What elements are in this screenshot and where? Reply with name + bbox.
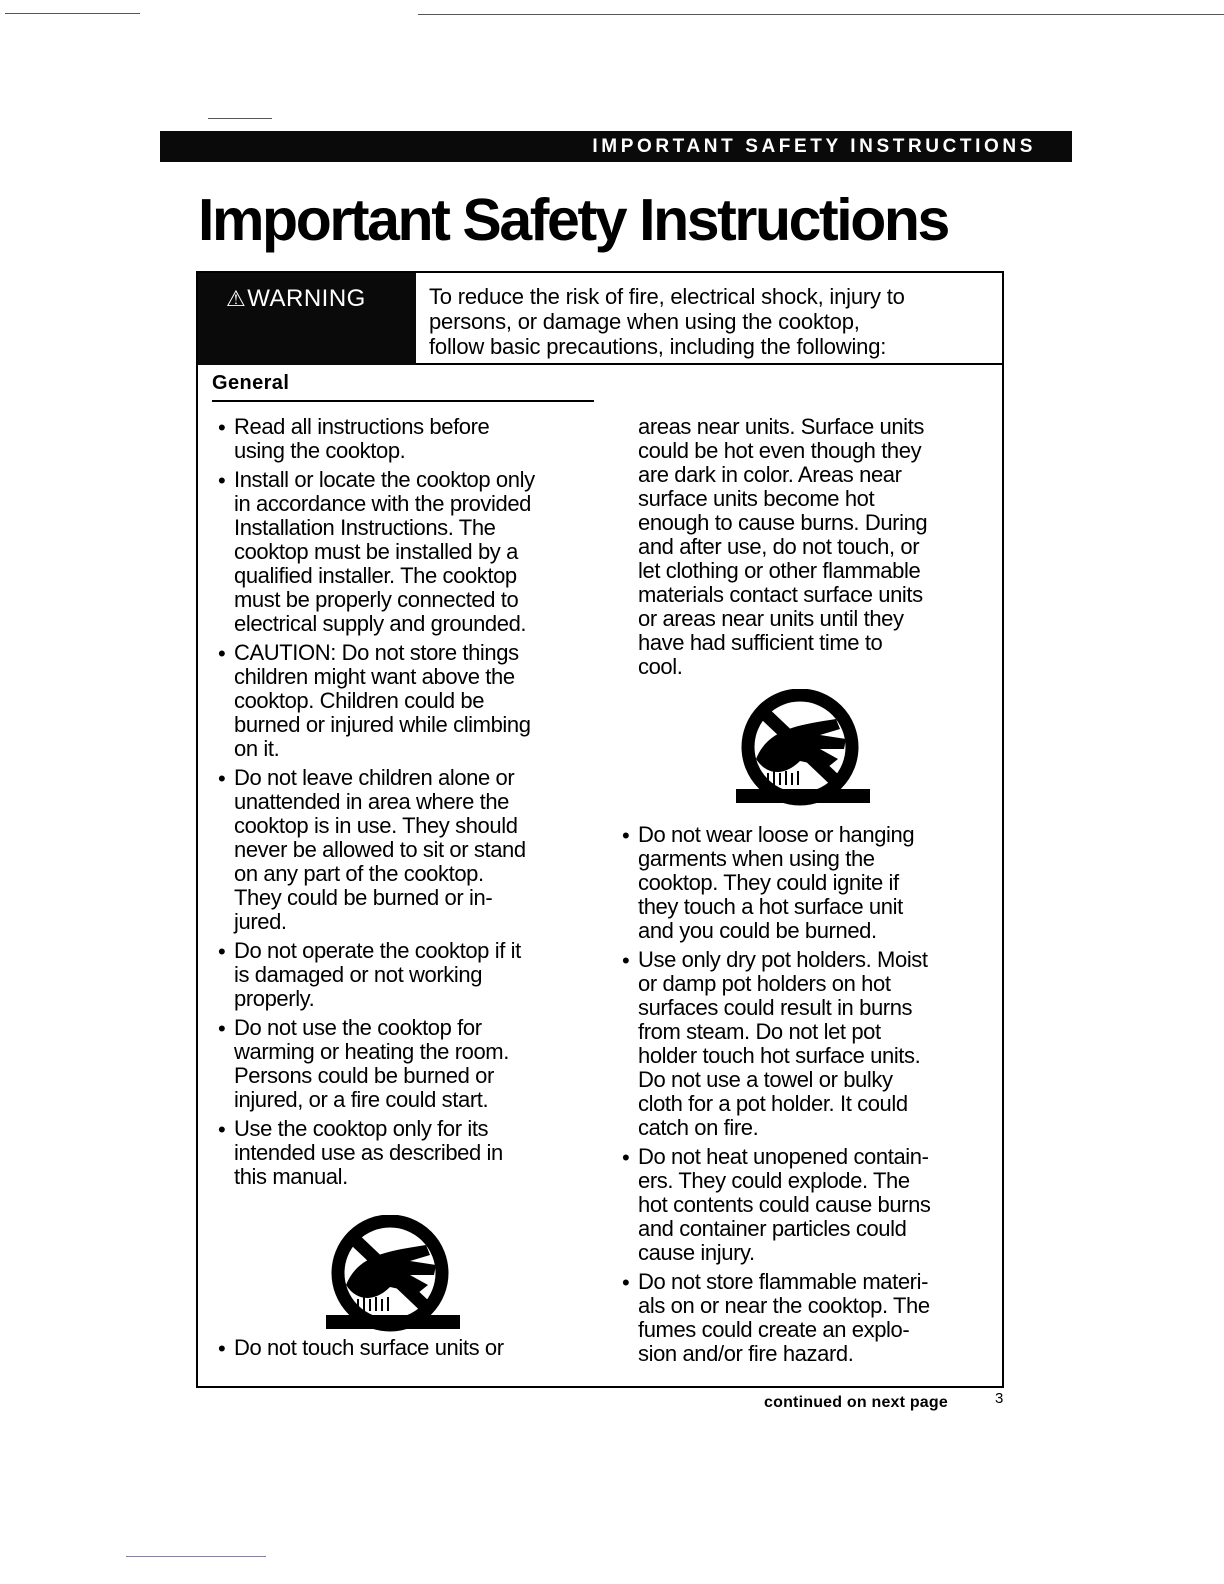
text-line: never be allowed to sit or stand: [234, 837, 526, 862]
text-line: jured.: [234, 909, 287, 934]
bullet-dot-icon: •: [622, 948, 630, 973]
text-line: Do not wear loose or hanging: [638, 822, 915, 847]
text-line: from steam. Do not let pot: [638, 1019, 881, 1044]
text-line: burned or injured while climbing: [234, 712, 531, 737]
bullet-dot-icon: •: [218, 641, 226, 666]
text-line: They could be burned or in-: [234, 885, 493, 910]
text-line: warming or heating the room.: [234, 1039, 509, 1064]
bullet-item: [616, 823, 1000, 943]
text-line: electrical supply and grounded.: [234, 611, 527, 636]
scan-line-small: [208, 118, 272, 119]
text-line: Install or locate the cooktop only: [234, 467, 535, 492]
text-line: children might want above the: [234, 664, 515, 689]
bullet-dot-icon: •: [218, 1016, 226, 1041]
header-banner: IMPORTANT SAFETY INSTRUCTIONS: [160, 131, 1072, 162]
text-line: Do not store flammable materi-: [638, 1269, 928, 1294]
text-line: are dark in color. Areas near: [638, 462, 902, 487]
text-line: Do not touch surface units or: [234, 1335, 504, 1360]
text-line: Do not heat unopened contain-: [638, 1144, 929, 1169]
bullet-item: [212, 766, 602, 934]
bullet-item: [616, 1145, 1000, 1265]
bullet-dot-icon: •: [218, 415, 226, 440]
warning-text-line: persons, or damage when using the cooktop,: [429, 309, 860, 334]
text-line: Persons could be burned or: [234, 1063, 494, 1088]
text-line: Do not use the cooktop for: [234, 1015, 482, 1040]
text-line: or areas near units until they: [638, 606, 904, 631]
text-line: ers. They could explode. The: [638, 1168, 910, 1193]
bullet-dot-icon: •: [218, 1117, 226, 1142]
text-line: and after use, do not touch, or: [638, 534, 920, 559]
text-line: CAUTION: Do not store things: [234, 640, 519, 665]
bullet-item: [616, 1270, 1000, 1366]
bullet-item: [212, 939, 602, 1011]
text-line: and container particles could: [638, 1216, 907, 1241]
text-line: properly.: [234, 986, 315, 1011]
no-touching-hot-surface-icon: [318, 1215, 468, 1330]
text-line: on any part of the cooktop.: [234, 861, 484, 886]
text-line: this manual.: [234, 1164, 348, 1189]
text-line: sion and/or fire hazard.: [638, 1341, 854, 1366]
text-line: Read all instructions before: [234, 414, 490, 439]
warning-text-line: follow basic precautions, including the following:: [429, 334, 887, 359]
bullet-item: [212, 415, 602, 463]
bullet-dot-icon: •: [218, 468, 226, 493]
bullet-dot-icon: •: [622, 1270, 630, 1295]
warning-triangle-icon: ⚠: [226, 286, 247, 311]
text-line: on it.: [234, 736, 280, 761]
text-line: enough to cause burns. During: [638, 510, 928, 535]
bullet-item: [212, 1336, 602, 1360]
bullet-dot-icon: •: [218, 939, 226, 964]
text-line: or damp pot holders on hot: [638, 971, 891, 996]
text-line: they touch a hot surface unit: [638, 894, 903, 919]
text-line: fumes could create an explo-: [638, 1317, 910, 1342]
bullet-item: [616, 948, 1000, 1140]
text-line: unattended in area where the: [234, 789, 510, 814]
text-line: cloth for a pot holder. It could: [638, 1091, 908, 1116]
text-line: is damaged or not working: [234, 962, 483, 987]
text-line: catch on fire.: [638, 1115, 759, 1140]
bullet-item: [212, 1117, 602, 1189]
bullet-item: [212, 641, 602, 761]
text-line: Use the cooktop only for its: [234, 1116, 489, 1141]
page-title: Important Safety Instructions: [198, 187, 948, 253]
text-line: Do not operate the cooktop if it: [234, 938, 521, 963]
section-heading: General: [212, 372, 594, 402]
text-line: using the cooktop.: [234, 438, 406, 463]
text-line: injured, or a fire could start.: [234, 1087, 489, 1112]
text-line: and you could be burned.: [638, 918, 877, 943]
warning-label-text: WARNING: [247, 285, 366, 312]
text-line: cooktop. They could ignite if: [638, 870, 899, 895]
text-line: must be properly connected to: [234, 587, 519, 612]
text-line: materials contact surface units: [638, 582, 923, 607]
warning-text-line: To reduce the risk of fire, electrical shock, injury to: [429, 284, 905, 309]
text-line: surface units become hot: [638, 486, 875, 511]
bullet-dot-icon: •: [622, 823, 630, 848]
text-line: cooktop. Children could be: [234, 688, 485, 713]
text-line: have had sufficient time to: [638, 630, 883, 655]
continued-text: [616, 415, 1000, 679]
bullet-item: [212, 468, 602, 636]
bullet-dot-icon: •: [218, 766, 226, 791]
text-line: Installation Instructions. The: [234, 515, 496, 540]
bullet-dot-icon: •: [622, 1145, 630, 1170]
no-loose-clothing-icon: [728, 689, 878, 817]
page-number: 3: [995, 1390, 1004, 1407]
left-column: [212, 415, 602, 1365]
text-line: surfaces could result in burns: [638, 995, 913, 1020]
text-line: in accordance with the provided: [234, 491, 532, 516]
text-line: hot contents could cause burns: [638, 1192, 931, 1217]
text-line: cooktop is in use. They should: [234, 813, 518, 838]
text-line: could be hot even though they: [638, 438, 922, 463]
bullet-dot-icon: •: [218, 1336, 226, 1361]
text-line: Do not leave children alone or: [234, 765, 515, 790]
continued-notice: continued on next page: [764, 1394, 948, 1411]
text-line: cool.: [638, 654, 683, 679]
text-line: areas near units. Surface units: [638, 414, 924, 439]
text-line: als on or near the cooktop. The: [638, 1293, 930, 1318]
right-column: [616, 415, 1000, 1371]
scan-line-bottom: [126, 1556, 266, 1557]
text-line: Use only dry pot holders. Moist: [638, 947, 928, 972]
text-line: garments when using the: [638, 846, 875, 871]
text-line: cooktop must be installed by a: [234, 539, 518, 564]
warning-text: [416, 273, 1002, 365]
warning-label: [198, 273, 416, 365]
bullet-item: [212, 1016, 602, 1112]
scan-line-top-right: [418, 14, 1224, 15]
text-line: Do not use a towel or bulky: [638, 1067, 893, 1092]
text-line: let clothing or other flammable: [638, 558, 921, 583]
text-line: intended use as described in: [234, 1140, 503, 1165]
scan-line-top: [5, 13, 140, 14]
text-line: qualified installer. The cooktop: [234, 563, 517, 588]
text-line: cause injury.: [638, 1240, 755, 1265]
text-line: holder touch hot surface units.: [638, 1043, 921, 1068]
safety-instructions-box: [196, 271, 1004, 1388]
